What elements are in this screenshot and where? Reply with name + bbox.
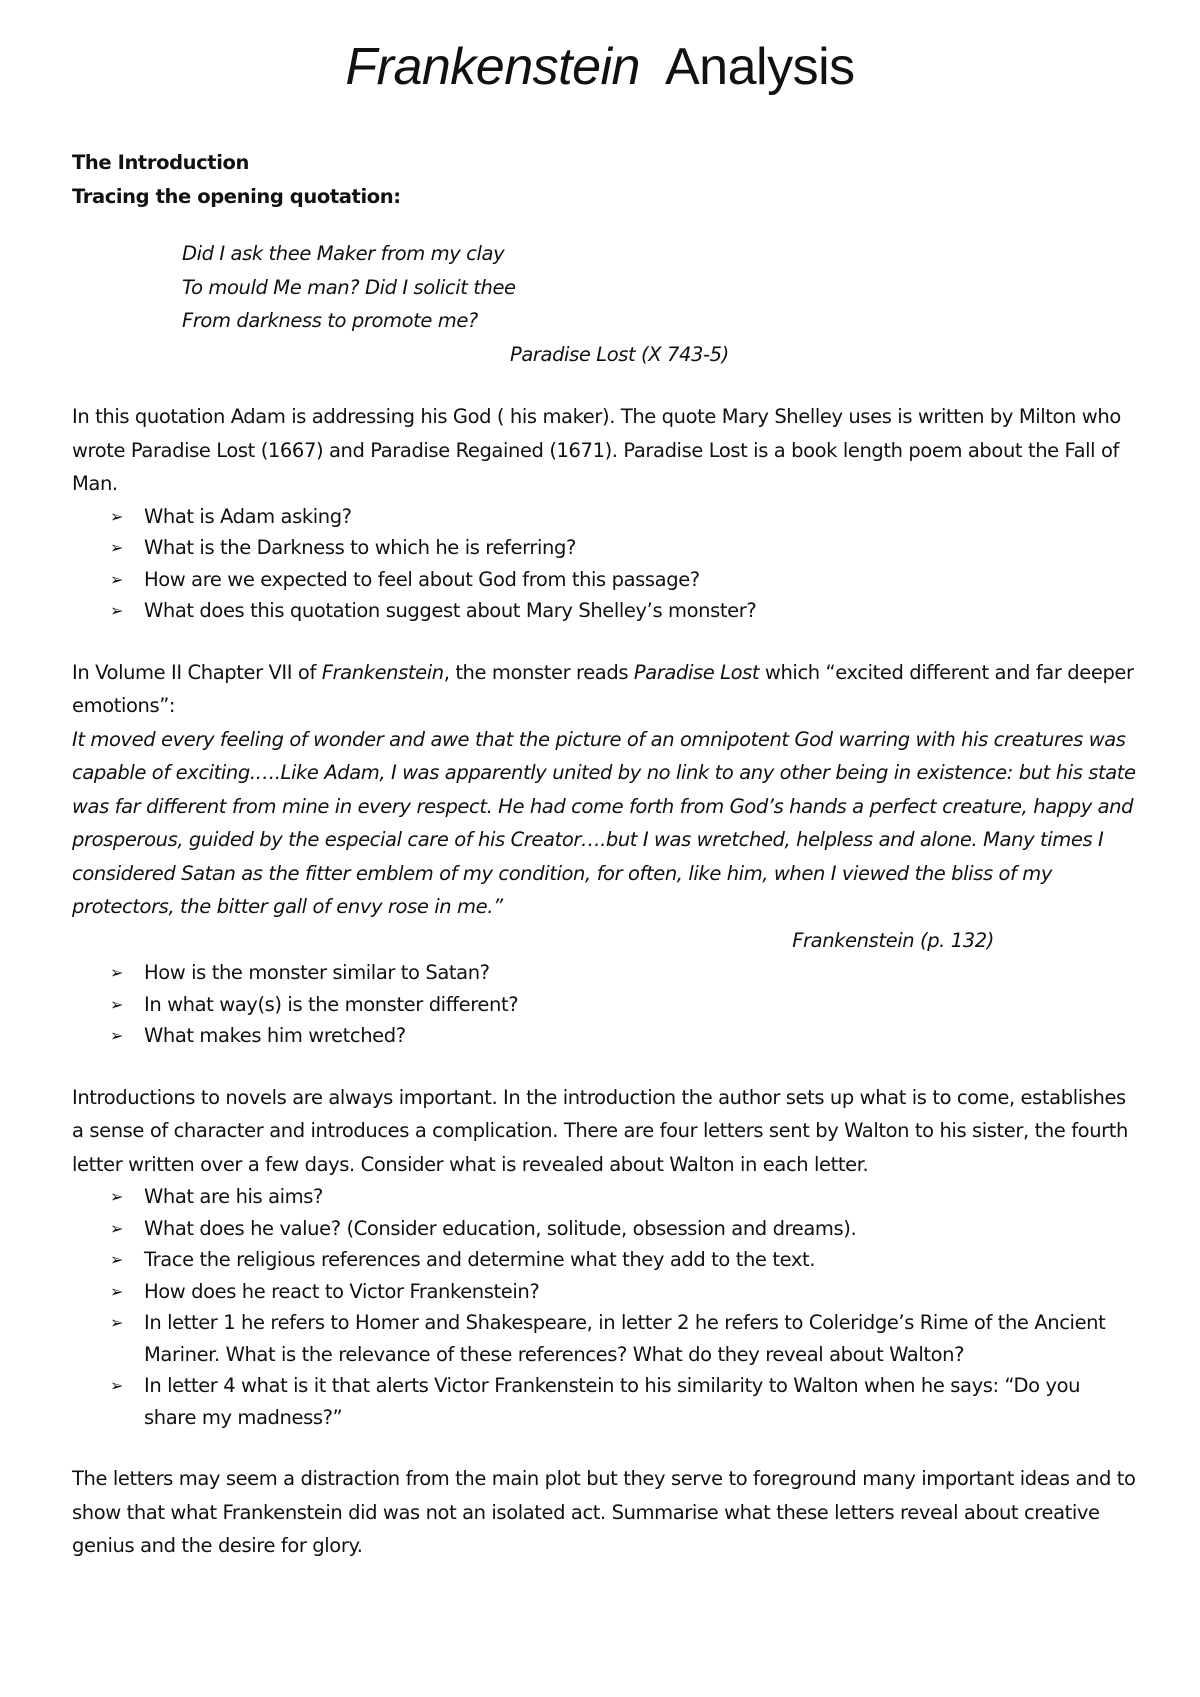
novel-quote: It moved every feeling of wonder and awe that the picture of an omnipotent God warring with his creatures was capable of exciting.….Like Adam, I was apparently united by no link to any other being in existence: but his state was far different from mine in every respect. He had come forth from God’s hands a perfect creature, happy and prosperous, guided by the especial care of his Creator….but I was wretched, helpless and alone. Many times I considered Satan as the fitter emblem of my condition, for often, like him, when I viewed the bliss of my protectors, the bitter gall of envy rose in me.”: [72, 727, 1136, 918]
list-item: ➢ In letter 4 what is it that alerts Victor Frankenstein to his similarity to Walton when he says: “Do you share my madness?”: [110, 1370, 1136, 1433]
paragraph-1: In this quotation Adam is addressing his God ( his maker). The quote Mary Shelley uses is written by Milton who wrote Paradise Lost (1667) and Paradise Regained (1671). Paradise Lost is a book length poem about the Fall of Man.: [72, 405, 1121, 495]
question-list-2: [72, 957, 1136, 1052]
question-list-3: [72, 1181, 1136, 1433]
arrow-bullet-icon: ➢: [110, 1187, 124, 1206]
list-item: ➢ How does he react to Victor Frankenstein?: [110, 1276, 1136, 1308]
arrow-bullet-icon: ➢: [110, 569, 124, 589]
poem-citation: Paradise Lost (X 743-5): [510, 342, 729, 366]
arrow-bullet-icon: ➢: [110, 1218, 124, 1238]
opening-poem: [72, 237, 1136, 338]
paragraph-2: In Volume II Chapter VII of Frankenstein, the monster reads Paradise Lost which “excited different and far deeper emotions”:: [72, 660, 1134, 717]
arrow-bullet-icon: ➢: [110, 601, 124, 620]
arrow-bullet-icon: ➢: [110, 506, 124, 526]
list-item: ➢ How is the monster similar to Satan?: [110, 957, 1136, 989]
question-list-1: [72, 501, 1136, 627]
arrow-bullet-icon: ➢: [110, 1026, 124, 1045]
poem-line: From darkness to promote me?: [182, 309, 478, 332]
document-body: [72, 146, 1136, 1563]
list-item: ➢ In letter 1 he refers to Homer and Shakespeare, in letter 2 he refers to Coleridge’s Rime of the Ancient Mariner. What is the relevance of these references? What do they reveal about Walton?: [110, 1307, 1136, 1370]
list-item: ➢ What are his aims?: [110, 1181, 1136, 1213]
quote-citation: Frankenstein (p. 132): [792, 928, 994, 952]
list-item: ➢ What makes him wretched?: [110, 1020, 1136, 1052]
list-item: ➢ Trace the religious references and determine what they add to the text.: [110, 1244, 1136, 1276]
poem-line: Did I ask thee Maker from my clay: [182, 242, 505, 265]
list-item: ➢ What is the Darkness to which he is referring?: [110, 532, 1136, 564]
poem-line: To mould Me man? Did I solicit thee: [182, 275, 516, 299]
list-item: ➢ How are we expected to feel about God from this passage?: [110, 564, 1136, 596]
subheading: Tracing the opening quotation:: [72, 184, 401, 208]
list-item: ➢ In what way(s) is the monster different?: [110, 989, 1136, 1021]
arrow-bullet-icon: ➢: [110, 963, 124, 982]
list-item: ➢ What is Adam asking?: [110, 501, 1136, 533]
arrow-bullet-icon: ➢: [110, 1281, 124, 1301]
paragraph-4: The letters may seem a distraction from the main plot but they serve to foreground many important ideas and to show that what Frankenstein did was not an isolated act. Summarise what these letters reveal about creative genius and the desire for glory.: [72, 1467, 1136, 1557]
paragraph-3: Introductions to novels are always important. In the introduction the author sets up what is to come, establishes a sense of character and introduces a complication. There are four letters sent by Walton to his sister, the fourth letter written over a few days. Consider what is revealed about Walton in each letter.: [72, 1085, 1128, 1176]
section-heading: The Introduction: [72, 151, 249, 174]
list-item: ➢ What does he value? (Consider education, solitude, obsession and dreams).: [110, 1213, 1136, 1245]
arrow-bullet-icon: ➢: [110, 1313, 124, 1332]
title-italic: Frankenstein: [345, 38, 640, 96]
arrow-bullet-icon: ➢: [110, 538, 124, 557]
arrow-bullet-icon: ➢: [110, 1376, 124, 1395]
title-rest: Analysis: [665, 38, 855, 96]
arrow-bullet-icon: ➢: [110, 994, 124, 1014]
document-title: [0, 32, 1200, 102]
list-item: ➢ What does this quotation suggest about Mary Shelley’s monster?: [110, 595, 1136, 627]
arrow-bullet-icon: ➢: [110, 1250, 124, 1269]
